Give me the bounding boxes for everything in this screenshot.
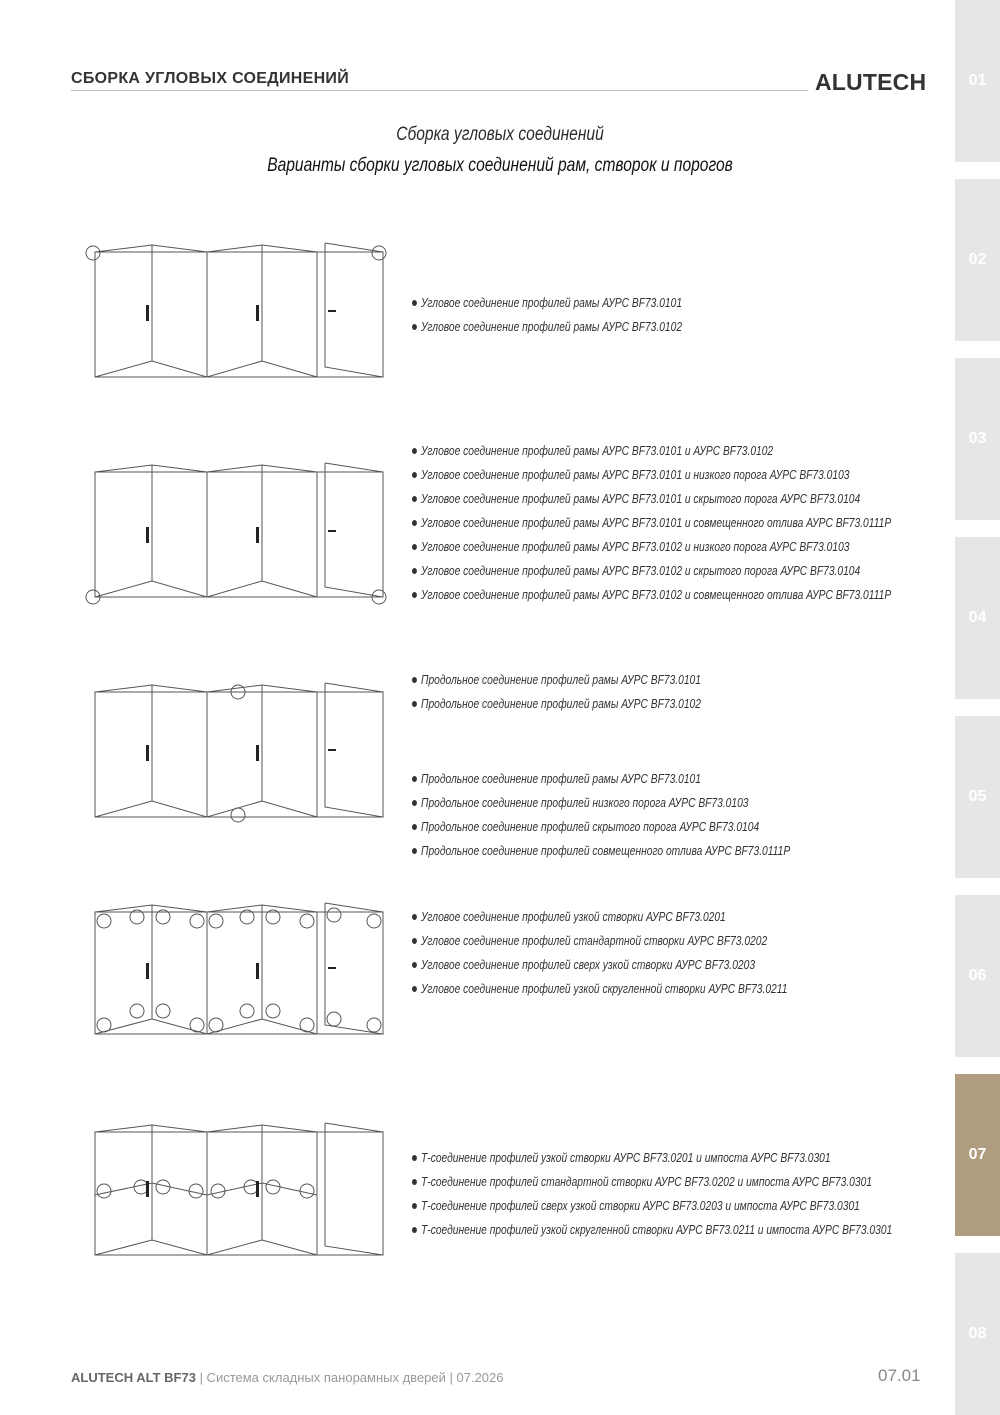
joint-markers-bottom (97, 1004, 381, 1032)
list-item: Угловое соединение профилей рамы АУРС BF73.0101 и совмещенного отлива АУРС BF73.0111P (412, 511, 891, 535)
list-item: Угловое соединение профилей рамы АУРС BF73.0101 и низкого порога АУРС BF73.0103 (412, 463, 891, 487)
list-item: Угловое соединение профилей узкой скругленной створки АУРС BF73.0211 (412, 977, 787, 1001)
chapter-tab-label: 04 (968, 609, 987, 626)
chapter-tab-label: 07 (968, 1146, 987, 1163)
list-item: Угловое соединение профилей рамы АУРС BF73.0102 (412, 315, 682, 339)
transom-line (95, 1183, 317, 1195)
chapter-tab-label: 06 (968, 967, 987, 984)
door-diagram-t-joints (80, 1115, 400, 1265)
joint-marker (86, 246, 100, 260)
list-group4 (412, 905, 870, 1001)
page-title: Сборка угловых соединений (396, 124, 604, 145)
header-divider (71, 90, 808, 91)
list-item: Угловое соединение профилей сверх узкой створки АУРС BF73.0203 (412, 953, 787, 977)
frame-outline (95, 692, 383, 817)
list-item: Угловое соединение профилей рамы АУРС BF73.0101 и скрытого порога АУРС BF73.0104 (412, 487, 891, 511)
list-item: Т-соединение профилей узкой створки АУРС BF73.0201 и импоста АУРС BF73.0301 (412, 1146, 892, 1170)
joint-marker (231, 808, 245, 822)
chapter-tab-08[interactable] (955, 1253, 1000, 1415)
handle-icon (256, 963, 259, 979)
list-item: Угловое соединение профилей стандартной створки АУРС BF73.0202 (412, 929, 787, 953)
chapter-tab-06[interactable] (955, 895, 1000, 1057)
page-number: 07.01 (878, 1366, 921, 1385)
list-group2 (412, 439, 996, 607)
handle-icon (146, 963, 149, 979)
list-group5 (412, 1146, 998, 1242)
frame-outline (95, 252, 383, 377)
footer-info (71, 1370, 504, 1385)
chapter-tab-label: 01 (968, 72, 987, 89)
chapter-tab-label: 05 (968, 788, 987, 805)
chapter-tab-01[interactable] (955, 0, 1000, 162)
joint-markers-top (97, 908, 381, 928)
handle-icon (328, 967, 336, 969)
door-diagram-longitudinal-joints (80, 675, 400, 830)
door-diagram-frame-top-corners (80, 235, 400, 385)
list-item: Продольное соединение профилей рамы АУРС BF73.0101 (412, 767, 790, 791)
list-item: Т-соединение профилей сверх узкой створки АУРС BF73.0203 и импоста АУРС BF73.0301 (412, 1194, 892, 1218)
list-group3a (412, 668, 764, 716)
handle-icon (328, 530, 336, 532)
door-diagram-frame-bottom-corners (80, 455, 400, 610)
list-item: Угловое соединение профилей рамы АУРС BF73.0102 и совмещенного отлива АУРС BF73.0111P (412, 583, 891, 607)
list-item: Угловое соединение профилей рамы АУРС BF73.0101 и АУРС BF73.0102 (412, 439, 891, 463)
section-title: СБОРКА УГЛОВЫХ СОЕДИНЕНИЙ (71, 70, 350, 87)
frame-outline (95, 472, 383, 597)
list-item: Продольное соединение профилей низкого порога АУРС BF73.0103 (412, 791, 790, 815)
list-item: Угловое соединение профилей узкой створки АУРС BF73.0201 (412, 905, 787, 929)
list-item: Продольное соединение профилей рамы АУРС BF73.0101 (412, 668, 701, 692)
handle-icon (256, 1181, 259, 1197)
handle-icon (328, 310, 336, 312)
handle-icon (256, 745, 259, 761)
chapter-tab-label: 08 (968, 1325, 987, 1342)
chapter-tab-label: 03 (968, 430, 987, 447)
list-item: Угловое соединение профилей рамы АУРС BF73.0101 (412, 291, 682, 315)
list-item: Угловое соединение профилей рамы АУРС BF73.0102 и скрытого порога АУРС BF73.0104 (412, 559, 891, 583)
joint-markers (97, 1180, 314, 1198)
list-group3b (412, 767, 873, 863)
list-item: Продольное соединение профилей рамы АУРС BF73.0102 (412, 692, 701, 716)
list-item: Продольное соединение профилей совмещенного отлива АУРС BF73.0111P (412, 839, 790, 863)
handle-icon (256, 527, 259, 543)
joint-marker (372, 246, 386, 260)
handle-icon (146, 305, 149, 321)
list-item: Продольное соединение профилей скрытого порога АУРС BF73.0104 (412, 815, 790, 839)
chapter-tab-label: 02 (968, 251, 987, 268)
handle-icon (146, 527, 149, 543)
handle-icon (328, 749, 336, 751)
list-item: Т-соединение профилей узкой скругленной створки АУРС BF73.0211 и импоста АУРС BF73.0301 (412, 1218, 892, 1242)
list-item: Т-соединение профилей стандартной створки АУРС BF73.0202 и импоста АУРС BF73.0301 (412, 1170, 892, 1194)
brand-logo: ALUTECH (815, 69, 927, 95)
handle-icon (146, 1181, 149, 1197)
handle-icon (256, 305, 259, 321)
list-group1 (412, 291, 741, 339)
footer-text: | Система складных панорамных дверей | 07.2026 (195, 1370, 504, 1385)
chapter-tab-05[interactable] (955, 716, 1000, 878)
chapter-tab-02[interactable] (955, 179, 1000, 341)
door-diagram-sash-corners (80, 895, 400, 1045)
list-item: Угловое соединение профилей рамы АУРС BF73.0102 и низкого порога АУРС BF73.0103 (412, 535, 891, 559)
footer-brand: ALUTECH ALT BF73 (71, 1370, 196, 1385)
page-subtitle: Варианты сборки угловых соединений рам, створок и порогов (267, 155, 733, 176)
handle-icon (146, 745, 149, 761)
